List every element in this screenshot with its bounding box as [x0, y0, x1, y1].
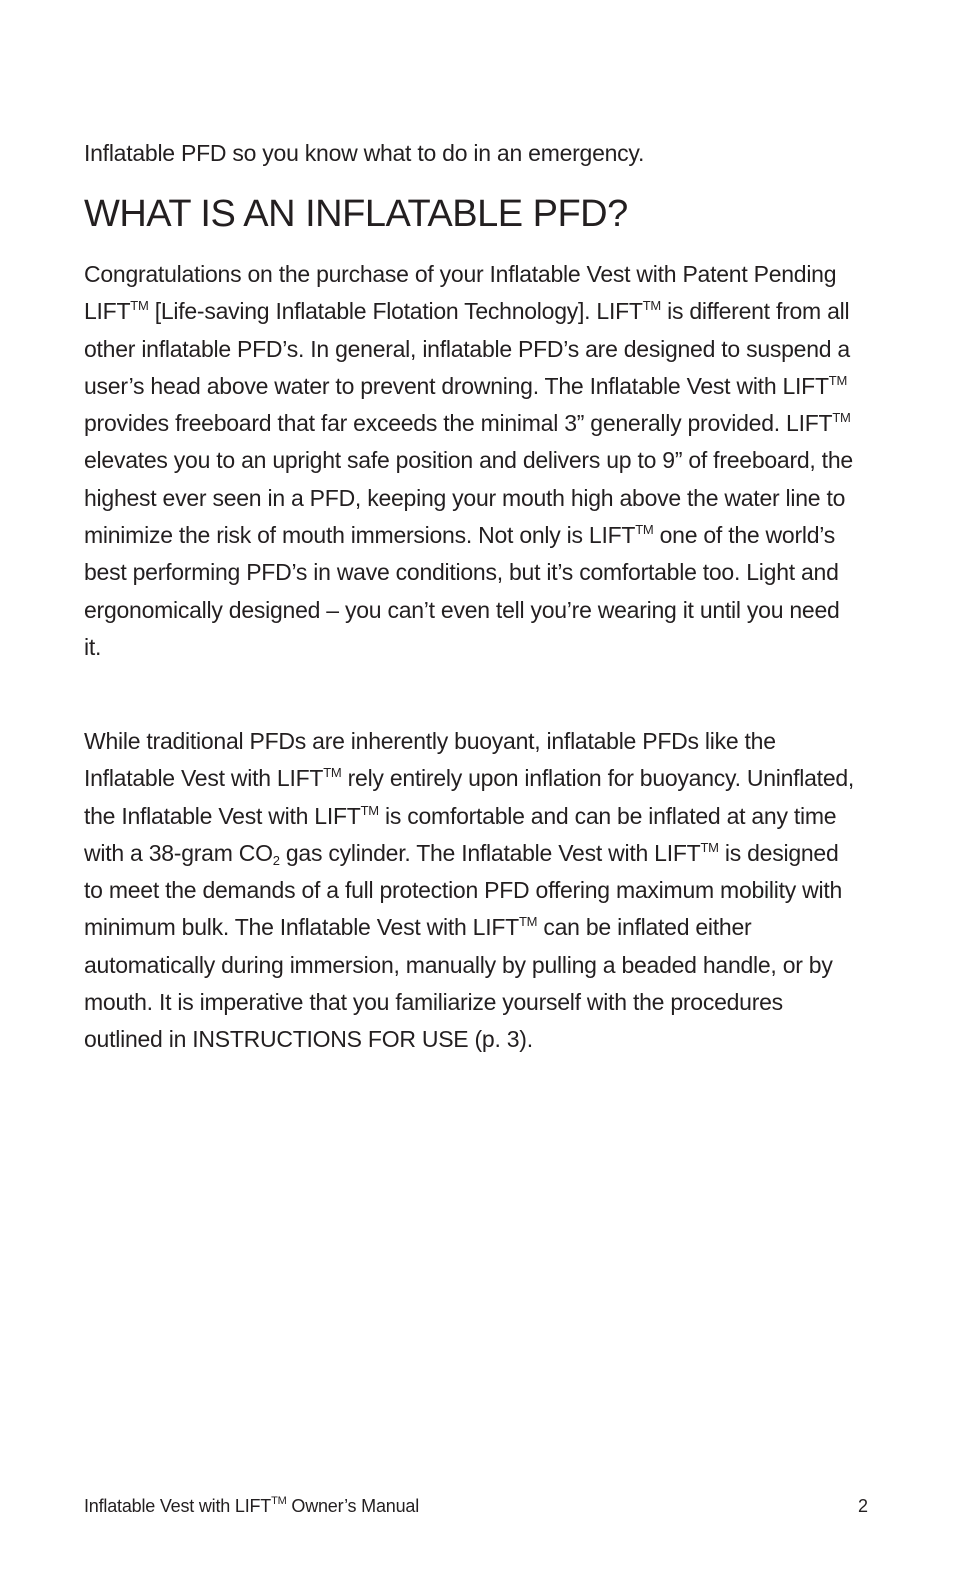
- intro-text: Inflatable PFD so you know what to do in an emergency.: [84, 140, 645, 166]
- p1-text-5: elevates you to an upright safe position and delivers up to 9” of freeboard, the highest ever seen in a PFD, keeping your mouth high above the water line to minimize the risk of mouth immersions. Not only is LIFT: [84, 447, 853, 549]
- subscript-2: 2: [272, 852, 280, 868]
- p2-text-5: is designed to meet the demands of a full protection PFD offering maximum mobility with minimum bulk. The Inflatable Vest with LIFT: [84, 839, 843, 941]
- p2-text-6: can be inflated either automatically during immersion, manually by pulling a beaded handle, or by mouth. It is imperative that you familiarize yourself with the procedures outlined in INSTRUCTIONS FOR USE (p. 3).: [84, 914, 833, 1053]
- p2-text-1: While traditional PFDs are inherently buoyant, inflatable PFDs like the Inflatable Vest with LIFT: [84, 728, 776, 792]
- trademark-mark: TM: [360, 802, 379, 818]
- p1-text-1: Congratulations on the purchase of your Inflatable Vest with Patent Pending LIFT: [84, 261, 837, 325]
- trademark-mark: TM: [518, 914, 538, 930]
- trademark-mark: TM: [271, 1495, 287, 1507]
- p2-text-3: is comfortable and can be inflated at any time with a 38-gram CO: [84, 802, 837, 866]
- footer-manual-title: [84, 1493, 419, 1519]
- p2-text-2: rely entirely upon inflation for buoyancy. Uninflated, the Inflatable Vest with LIFT: [84, 765, 855, 829]
- p1-text-3: is different from all other inflatable PFD’s. In general, inflatable PFD’s are designed to suspend a user’s head above water to prevent drowning. The Inflatable Vest with LIFT: [84, 298, 850, 399]
- trademark-mark: TM: [642, 298, 661, 314]
- p1-text-2: [Life-saving Inflatable Flotation Technology]. LIFT: [148, 298, 643, 325]
- p2-text-4: gas cylinder. The Inflatable Vest with LIFT: [279, 839, 701, 866]
- p1-text-4: provides freeboard that far exceeds the minimal 3” generally provided. LIFT: [84, 410, 833, 437]
- paragraph-1: [84, 256, 860, 666]
- trademark-mark: TM: [828, 372, 848, 388]
- trademark-mark: TM: [323, 765, 342, 781]
- trademark-mark: TM: [130, 298, 149, 314]
- p1-text-6: one of the world’s best performing PFD’s in wave conditions, but it’s comfortable too. Light and ergonomically designed – you can’t even tell you’re wearing it until you need it.: [84, 522, 840, 660]
- page-number: 2: [857, 1496, 868, 1516]
- trademark-mark: TM: [700, 839, 719, 855]
- trademark-mark: TM: [635, 522, 654, 538]
- footer-title-part-1: Inflatable Vest with LIFT: [84, 1496, 272, 1516]
- trademark-mark: TM: [832, 410, 851, 426]
- paragraph-2: [84, 723, 860, 1059]
- footer-title-part-2: Owner’s Manual: [286, 1496, 419, 1516]
- section-heading: WHAT IS AN INFLATABLE PFD?: [84, 193, 628, 235]
